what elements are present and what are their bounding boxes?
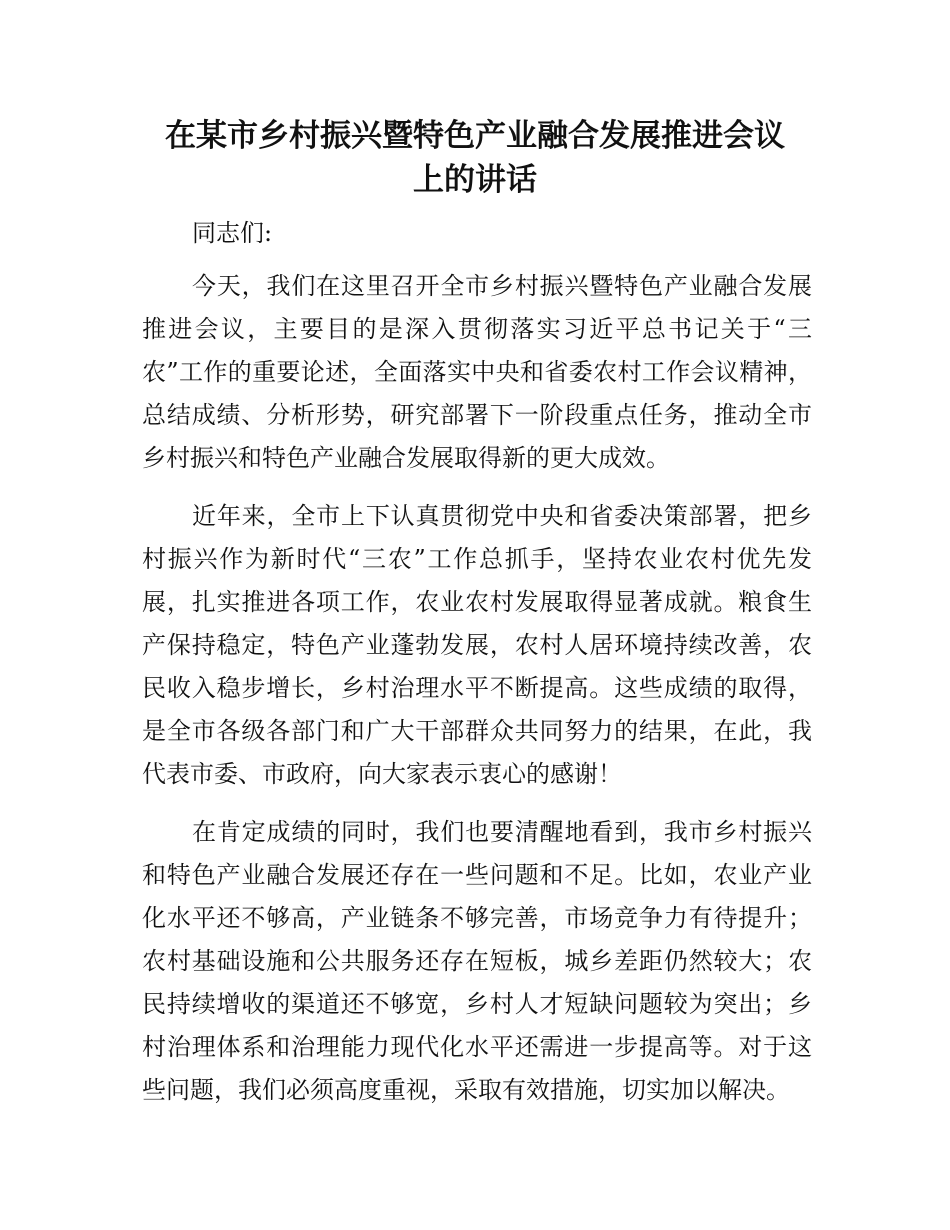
paragraph-line: 产保持稳定，特色产业蓬勃发展，农村人居环境持续改善，农 [142, 631, 812, 659]
paragraph-line: 村振兴作为新时代“三农”工作总抓手，坚持农业农村优先发 [142, 545, 812, 573]
paragraph-line: 村治理体系和治理能力现代化水平还需进一步提高等。对于这 [142, 1033, 812, 1061]
paragraph-line: 展，扎实推进各项工作，农业农村发展取得显著成就。粮食生 [142, 588, 812, 616]
paragraph-line: 农”工作的重要论述，全面落实中央和省委农村工作会议精神， [142, 358, 812, 386]
document-title-line-2: 上的讲话 [413, 162, 537, 198]
paragraph-line: 代表市委、市政府，向大家表示衷心的感谢！ [142, 760, 622, 788]
paragraph-3 [142, 811, 812, 1112]
paragraph-1 [142, 265, 812, 480]
paragraph-line: 些问题，我们必须高度重视，采取有效措施，切实加以解决。 [142, 1076, 790, 1104]
paragraph-line: 近年来，全市上下认真贯彻党中央和省委决策部署，把乡 [192, 502, 812, 530]
salutation [142, 212, 812, 255]
paragraph-line: 今天，我们在这里召开全市乡村振兴暨特色产业融合发展 [192, 272, 812, 300]
paragraph-line: 化水平还不够高，产业链条不够完善，市场竞争力有待提升； [142, 904, 812, 932]
paragraph-2 [142, 495, 812, 796]
paragraph-line: 乡村振兴和特色产业融合发展取得新的更大成效。 [142, 444, 670, 472]
paragraph-line: 农村基础设施和公共服务还存在短板，城乡差距仍然较大；农 [142, 947, 812, 975]
paragraph-line: 在肯定成绩的同时，我们也要清醒地看到，我市乡村振兴 [192, 818, 812, 846]
paragraph-line: 推进会议，主要目的是深入贯彻落实习近平总书记关于“三 [142, 315, 812, 343]
paragraph-line: 和特色产业融合发展还存在一些问题和不足。比如，农业产业 [142, 861, 812, 889]
paragraph-line: 民持续增收的渠道还不够宽，乡村人才短缺问题较为突出；乡 [142, 990, 812, 1018]
paragraph-line: 总结成绩、分析形势，研究部署下一阶段重点任务，推动全市 [142, 401, 812, 429]
paragraph-line: 是全市各级各部门和广大干部群众共同努力的结果，在此，我 [142, 717, 812, 745]
salutation-text: 同志们: [192, 219, 273, 247]
document-title-line-1: 在某市乡村振兴暨特色产业融合发展推进会议 [165, 118, 785, 154]
paragraph-line: 民收入稳步增长，乡村治理水平不断提高。这些成绩的取得， [142, 674, 812, 702]
